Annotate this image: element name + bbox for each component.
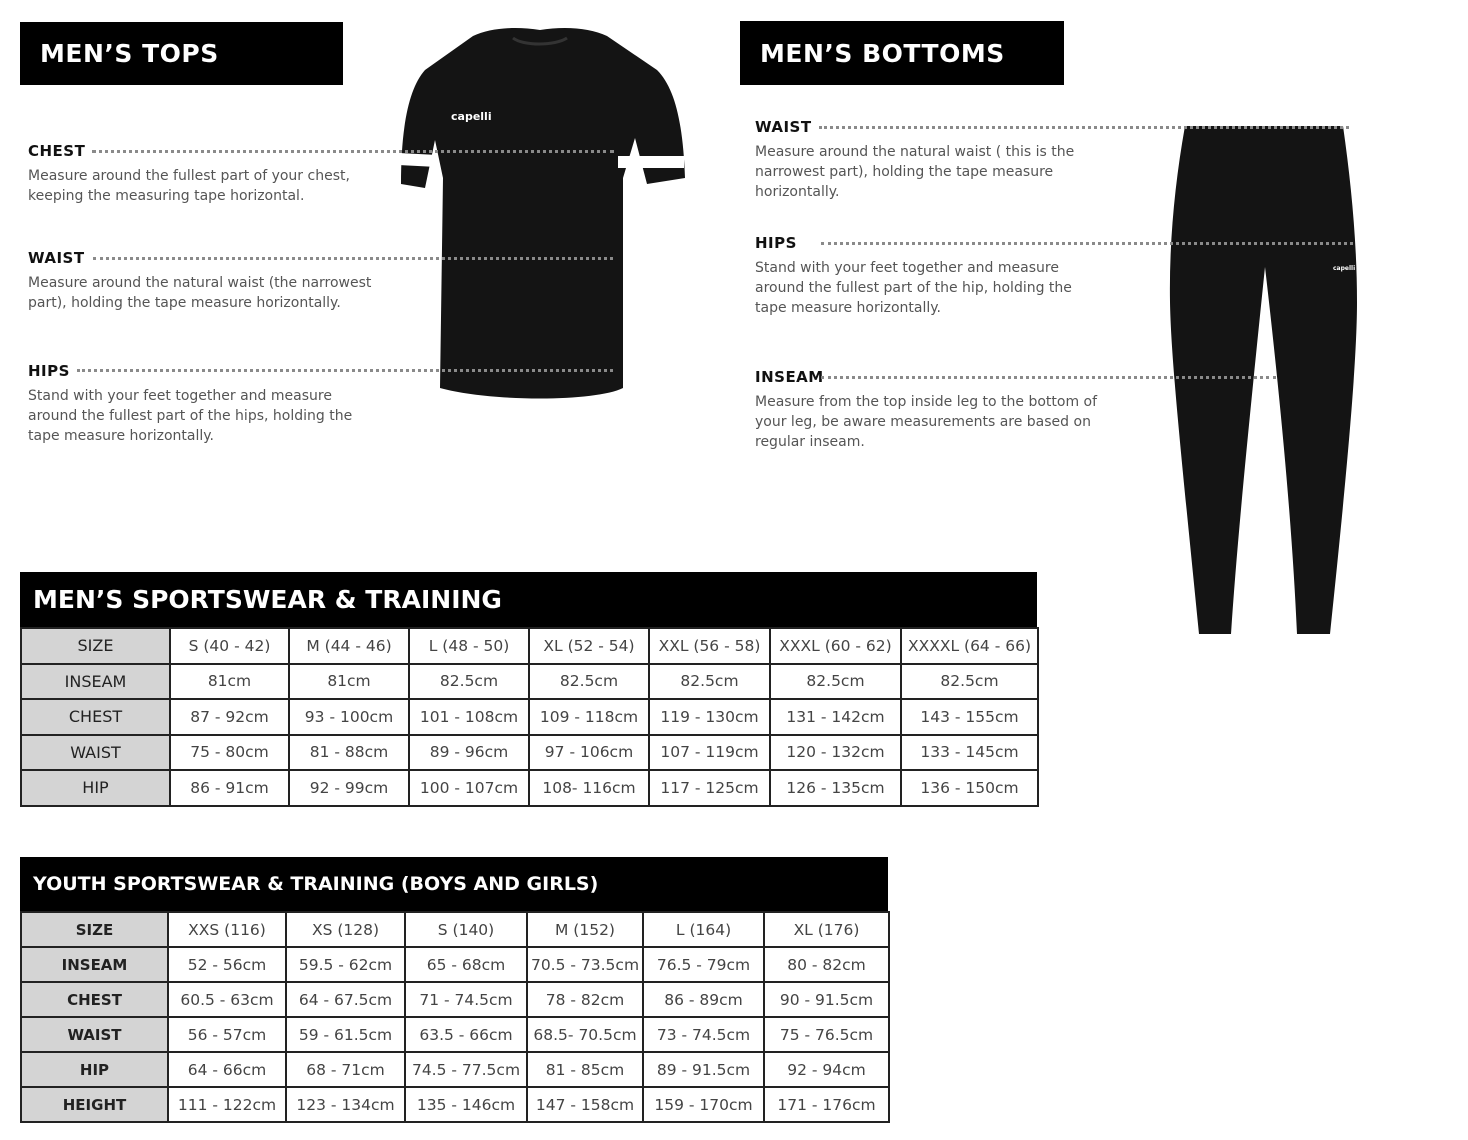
bottoms-inseam-label: INSEAM [755, 368, 824, 386]
youth-table-cell: 92 - 94cm [764, 1052, 889, 1087]
youth-table-cell: 80 - 82cm [764, 947, 889, 982]
mens-table-row-header: INSEAM [21, 664, 170, 700]
bottoms-waist-measure [755, 118, 1105, 202]
youth-table-cell: 56 - 57cm [168, 1017, 286, 1052]
mens-table-cell: 101 - 108cm [409, 699, 529, 735]
bottoms-hips-label: HIPS [755, 234, 797, 252]
mens-table-cell: 81cm [289, 664, 409, 700]
youth-table-cell: 171 - 176cm [764, 1087, 889, 1122]
youth-table-cell: XS (128) [286, 912, 405, 947]
mens-table-cell: 82.5cm [770, 664, 901, 700]
bottoms-inseam-leader [821, 376, 1276, 379]
youth-table-cell: 78 - 82cm [527, 982, 643, 1017]
mens-table-title-bar [20, 572, 1037, 627]
youth-table-cell: XL (176) [764, 912, 889, 947]
mens-table-cell: 81cm [170, 664, 289, 700]
mens-table-cell: 119 - 130cm [649, 699, 770, 735]
youth-table-row-chest [21, 982, 889, 1017]
youth-table-row-header: CHEST [21, 982, 168, 1017]
mens-table-cell: L (48 - 50) [409, 628, 529, 664]
mens-table-cell: 86 - 91cm [170, 770, 289, 806]
mens-table-row-header: HIP [21, 770, 170, 806]
bottoms-hips-desc: Stand with your feet together and measure around the fullest part of the hip, holding the tape measure horizontally. [755, 260, 1072, 316]
mens-table-cell: 117 - 125cm [649, 770, 770, 806]
youth-size-chart [20, 857, 888, 1123]
mens-table-cell: 136 - 150cm [901, 770, 1038, 806]
mens-table-title: MEN’S SPORTSWEAR & TRAINING [33, 585, 502, 614]
youth-table-cell: 52 - 56cm [168, 947, 286, 982]
mens-table-row-header: CHEST [21, 699, 170, 735]
mens-size-chart [20, 572, 1037, 807]
youth-table-cell: 71 - 74.5cm [405, 982, 527, 1017]
mens-table-row-waist [21, 735, 1038, 771]
youth-table-cell: 89 - 91.5cm [643, 1052, 764, 1087]
youth-table-cell: 65 - 68cm [405, 947, 527, 982]
youth-table-cell: 81 - 85cm [527, 1052, 643, 1087]
mens-table-cell: 82.5cm [409, 664, 529, 700]
youth-table-cell: 111 - 122cm [168, 1087, 286, 1122]
youth-table-cell: 60.5 - 63cm [168, 982, 286, 1017]
youth-table-title: YOUTH SPORTSWEAR & TRAINING (BOYS AND GIRLS) [33, 873, 599, 895]
mens-table-cell: 108- 116cm [529, 770, 649, 806]
youth-table-row-header: INSEAM [21, 947, 168, 982]
mens-table-cell: 107 - 119cm [649, 735, 770, 771]
mens-table-cell: 82.5cm [649, 664, 770, 700]
mens-table-cell: 92 - 99cm [289, 770, 409, 806]
youth-table-cell: 64 - 66cm [168, 1052, 286, 1087]
youth-table-cell: 75 - 76.5cm [764, 1017, 889, 1052]
mens-table-cell: 97 - 106cm [529, 735, 649, 771]
youth-table-row-header: HEIGHT [21, 1087, 168, 1122]
mens-tops-banner [20, 22, 343, 85]
mens-table-cell: 89 - 96cm [409, 735, 529, 771]
youth-table-row-size [21, 912, 889, 947]
youth-table-cell: 70.5 - 73.5cm [527, 947, 643, 982]
mens-table-cell: XXL (56 - 58) [649, 628, 770, 664]
youth-table-cell: 147 - 158cm [527, 1087, 643, 1122]
youth-table-row-height [21, 1087, 889, 1122]
tshirt-logo: capelli [451, 110, 492, 123]
mens-table-cell: 81 - 88cm [289, 735, 409, 771]
pants-illustration [1165, 122, 1365, 642]
youth-table-cell: 59 - 61.5cm [286, 1017, 405, 1052]
mens-table [20, 627, 1039, 807]
bottoms-inseam-desc: Measure from the top inside leg to the bottom of your leg, be aware measurements are based on regular inseam. [755, 394, 1098, 450]
mens-table-cell: 126 - 135cm [770, 770, 901, 806]
mens-table-cell: 87 - 92cm [170, 699, 289, 735]
youth-table-row-waist [21, 1017, 889, 1052]
mens-table-row-size [21, 628, 1038, 664]
mens-table-row-chest [21, 699, 1038, 735]
youth-table-cell: 135 - 146cm [405, 1087, 527, 1122]
mens-table-row-hip [21, 770, 1038, 806]
pants-logo: capelli [1333, 265, 1356, 272]
mens-table-cell: XXXL (60 - 62) [770, 628, 901, 664]
youth-table-cell: 63.5 - 66cm [405, 1017, 527, 1052]
mens-table-cell: 131 - 142cm [770, 699, 901, 735]
bottoms-waist-desc: Measure around the natural waist ( this is the narrowest part), holding the tape measure horizontally. [755, 144, 1075, 200]
youth-table-title-bar [20, 857, 888, 911]
youth-table-cell: 64 - 67.5cm [286, 982, 405, 1017]
youth-table-cell: 90 - 91.5cm [764, 982, 889, 1017]
tops-hips-measure [28, 362, 378, 446]
mens-tops-title: MEN’S TOPS [40, 39, 219, 68]
youth-table-cell: 73 - 74.5cm [643, 1017, 764, 1052]
mens-bottoms-banner [740, 21, 1064, 85]
bottoms-inseam-measure [755, 368, 1125, 452]
bottoms-hips-leader [821, 242, 1353, 245]
youth-table-cell: S (140) [405, 912, 527, 947]
mens-table-cell: 120 - 132cm [770, 735, 901, 771]
tops-chest-desc: Measure around the fullest part of your chest, keeping the measuring tape horizontal. [28, 168, 350, 204]
bottoms-hips-measure [755, 234, 1100, 318]
mens-table-row-header: WAIST [21, 735, 170, 771]
bottoms-waist-label: WAIST [755, 118, 812, 136]
mens-table-cell: 93 - 100cm [289, 699, 409, 735]
youth-table-cell: XXS (116) [168, 912, 286, 947]
mens-table-cell: 100 - 107cm [409, 770, 529, 806]
youth-table-cell: 159 - 170cm [643, 1087, 764, 1122]
youth-table-row-header: HIP [21, 1052, 168, 1087]
mens-table-cell: 82.5cm [901, 664, 1038, 700]
tops-hips-desc: Stand with your feet together and measure around the fullest part of the hips, holding the tape measure horizontally. [28, 388, 353, 444]
tops-waist-leader [93, 257, 613, 260]
youth-table-row-inseam [21, 947, 889, 982]
youth-table-cell: 86 - 89cm [643, 982, 764, 1017]
mens-table-cell: 109 - 118cm [529, 699, 649, 735]
mens-table-cell: 133 - 145cm [901, 735, 1038, 771]
youth-table-cell: M (152) [527, 912, 643, 947]
youth-table-cell: 74.5 - 77.5cm [405, 1052, 527, 1087]
mens-table-row-header: SIZE [21, 628, 170, 664]
youth-table-row-header: SIZE [21, 912, 168, 947]
youth-table-cell: 76.5 - 79cm [643, 947, 764, 982]
youth-table [20, 911, 890, 1123]
youth-table-cell: L (164) [643, 912, 764, 947]
tops-waist-desc: Measure around the natural waist (the narrowest part), holding the tape measure horizontally. [28, 275, 372, 311]
tops-chest-label: CHEST [28, 142, 86, 160]
mens-table-cell: XL (52 - 54) [529, 628, 649, 664]
youth-table-row-hip [21, 1052, 889, 1087]
mens-table-cell: S (40 - 42) [170, 628, 289, 664]
mens-table-cell: 75 - 80cm [170, 735, 289, 771]
tops-chest-leader [92, 150, 614, 153]
mens-table-row-inseam [21, 664, 1038, 700]
youth-table-cell: 59.5 - 62cm [286, 947, 405, 982]
tops-hips-label: HIPS [28, 362, 70, 380]
mens-table-cell: M (44 - 46) [289, 628, 409, 664]
youth-table-cell: 68 - 71cm [286, 1052, 405, 1087]
youth-table-cell: 123 - 134cm [286, 1087, 405, 1122]
bottoms-waist-leader [819, 126, 1349, 129]
tops-waist-label: WAIST [28, 249, 85, 267]
youth-table-cell: 68.5- 70.5cm [527, 1017, 643, 1052]
tops-hips-leader [77, 369, 613, 372]
tshirt-illustration [395, 28, 690, 408]
youth-table-row-header: WAIST [21, 1017, 168, 1052]
mens-table-cell: 143 - 155cm [901, 699, 1038, 735]
mens-table-cell: 82.5cm [529, 664, 649, 700]
mens-table-cell: XXXXL (64 - 66) [901, 628, 1038, 664]
mens-bottoms-title: MEN’S BOTTOMS [760, 38, 1005, 68]
